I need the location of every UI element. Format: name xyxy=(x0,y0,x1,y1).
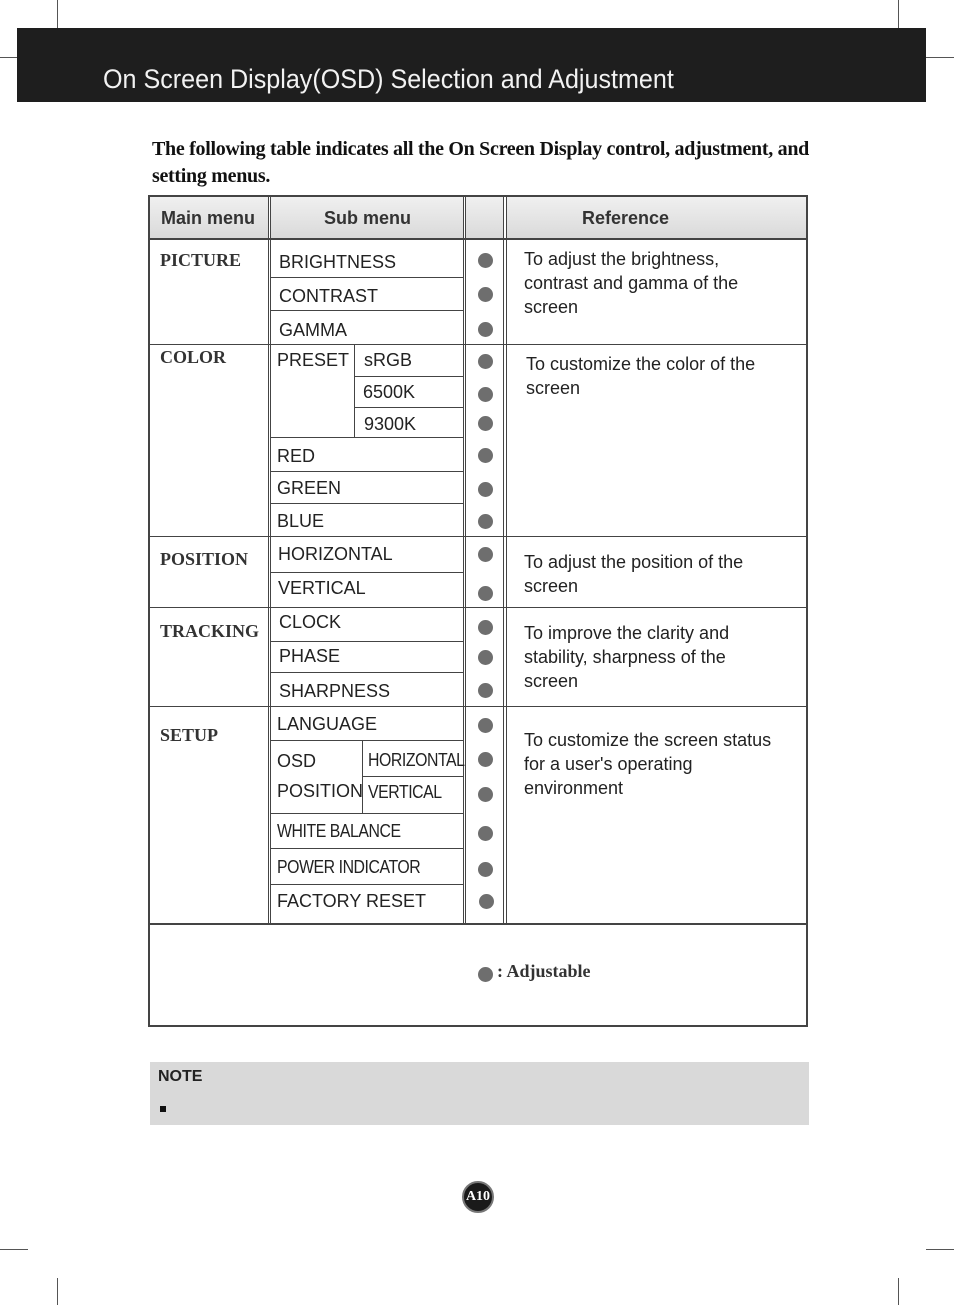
sub-menu-vertical: VERTICAL xyxy=(278,578,366,598)
page-number: A10 xyxy=(462,1181,494,1213)
group-divider xyxy=(148,536,808,537)
column-divider xyxy=(506,195,507,924)
row-divider xyxy=(271,813,464,814)
crop-mark xyxy=(57,0,58,28)
adjustable-dot-icon xyxy=(478,547,493,562)
adjustable-dot-icon xyxy=(478,514,493,529)
column-divider xyxy=(503,195,504,924)
reference-setup: To customize the screen status for a user's operating environment xyxy=(524,730,772,798)
column-divider xyxy=(268,195,269,924)
adjustable-dot-icon xyxy=(478,718,493,733)
main-menu-setup: SETUP xyxy=(160,725,219,745)
adjustable-dot-icon xyxy=(479,894,494,909)
adjustable-dot-icon xyxy=(478,416,493,431)
main-menu-position: POSITION xyxy=(160,549,249,569)
sub-menu-phase: PHASE xyxy=(279,646,341,666)
crop-mark xyxy=(926,1249,954,1250)
adjustable-dot-icon xyxy=(478,862,493,877)
table-border xyxy=(148,195,808,197)
sub-menu-clock: CLOCK xyxy=(279,612,342,632)
table-border xyxy=(148,1025,808,1027)
column-divider xyxy=(270,195,271,924)
main-menu-picture: PICTURE xyxy=(160,250,242,270)
header-divider xyxy=(148,238,808,240)
table-border xyxy=(148,195,150,1027)
preset-divider xyxy=(354,345,355,437)
adjustable-dot-icon xyxy=(478,650,493,665)
adjustable-dot-icon xyxy=(478,253,493,268)
main-menu-header: Main menu xyxy=(161,208,256,228)
sub-menu-preset: PRESET xyxy=(277,350,350,370)
page-title: On Screen Display(OSD) Selection and Adjustment xyxy=(103,64,674,94)
crop-mark xyxy=(0,1249,28,1250)
crop-mark xyxy=(898,1278,899,1305)
crop-mark xyxy=(926,57,954,58)
group-divider xyxy=(148,706,808,707)
adjustable-dot-icon xyxy=(478,448,493,463)
row-divider xyxy=(271,471,464,472)
row-divider xyxy=(271,310,464,311)
legend-dot-icon xyxy=(478,967,493,982)
sub-menu-osd-horizontal: HORIZONTAL xyxy=(368,750,465,770)
sub-menu-sharpness: SHARPNESS xyxy=(279,681,391,701)
note-title: NOTE xyxy=(158,1068,203,1085)
adjustable-dot-icon xyxy=(478,387,493,402)
sub-menu-osd: OSD xyxy=(277,751,317,771)
intro-text: The following table indicates all the On Screen Display control, adjustment, and setting menus. xyxy=(152,138,809,187)
sub-menu-header: Sub menu xyxy=(324,208,412,228)
crop-mark xyxy=(0,57,17,58)
sub-menu-9300k: 9300K xyxy=(364,414,417,434)
row-divider xyxy=(354,376,464,377)
reference-tracking: To improve the clarity and stability, sharpness of the screen xyxy=(524,623,730,691)
sub-menu-factory-reset: FACTORY RESET xyxy=(277,891,427,911)
reference-header: Reference xyxy=(582,208,670,228)
legend-adjustable: : Adjustable xyxy=(497,961,591,981)
adjustable-dot-icon xyxy=(478,826,493,841)
sub-menu-white-balance: WHITE BALANCE xyxy=(277,821,401,841)
osd-position-divider xyxy=(362,741,363,813)
sub-menu-srgb: sRGB xyxy=(364,350,413,370)
sub-menu-horizontal: HORIZONTAL xyxy=(278,544,393,564)
row-divider xyxy=(271,672,464,673)
reference-picture: To adjust the brightness, contrast and gamma of the screen xyxy=(524,249,739,317)
adjustable-dot-icon xyxy=(478,683,493,698)
sub-menu-brightness: BRIGHTNESS xyxy=(279,252,397,272)
row-divider xyxy=(271,641,464,642)
reference-color: To customize the color of the screen xyxy=(526,354,756,398)
adjustable-dot-icon xyxy=(478,787,493,802)
row-divider xyxy=(271,740,464,741)
sub-menu-osd-vertical: VERTICAL xyxy=(368,782,442,802)
header-cell-dot xyxy=(466,197,504,239)
row-divider xyxy=(271,848,464,849)
row-divider xyxy=(362,776,464,777)
table-bottom-divider xyxy=(148,923,808,925)
crop-mark xyxy=(898,0,899,28)
row-divider xyxy=(271,503,464,504)
adjustable-dot-icon xyxy=(478,586,493,601)
note-bullet-icon xyxy=(160,1106,166,1112)
adjustable-dot-icon xyxy=(478,620,493,635)
row-divider xyxy=(271,277,464,278)
table-border xyxy=(806,195,808,1027)
group-divider xyxy=(148,607,808,608)
crop-mark xyxy=(57,1278,58,1305)
sub-menu-gamma: GAMMA xyxy=(279,320,348,340)
sub-menu-6500k: 6500K xyxy=(363,382,416,402)
row-divider xyxy=(271,884,464,885)
sub-menu-red: RED xyxy=(277,446,316,466)
sub-menu-power-indicator: POWER INDICATOR xyxy=(277,857,421,877)
group-divider xyxy=(148,344,808,345)
adjustable-dot-icon xyxy=(478,354,493,369)
row-divider xyxy=(271,437,464,438)
sub-menu-osd-position: POSITION xyxy=(277,781,364,801)
sub-menu-blue: BLUE xyxy=(277,511,325,531)
sub-menu-green: GREEN xyxy=(277,478,342,498)
row-divider xyxy=(271,572,464,573)
main-menu-color: COLOR xyxy=(160,347,227,367)
adjustable-dot-icon xyxy=(478,287,493,302)
note-box xyxy=(150,1062,809,1125)
row-divider xyxy=(354,407,464,408)
reference-position: To adjust the position of the screen xyxy=(524,552,744,596)
adjustable-dot-icon xyxy=(478,322,493,337)
sub-menu-contrast: CONTRAST xyxy=(279,286,378,306)
sub-menu-language: LANGUAGE xyxy=(277,714,378,734)
column-divider xyxy=(463,195,464,924)
adjustable-dot-icon xyxy=(478,482,493,497)
main-menu-tracking: TRACKING xyxy=(160,621,260,641)
column-divider xyxy=(465,195,466,924)
adjustable-dot-icon xyxy=(478,752,493,767)
